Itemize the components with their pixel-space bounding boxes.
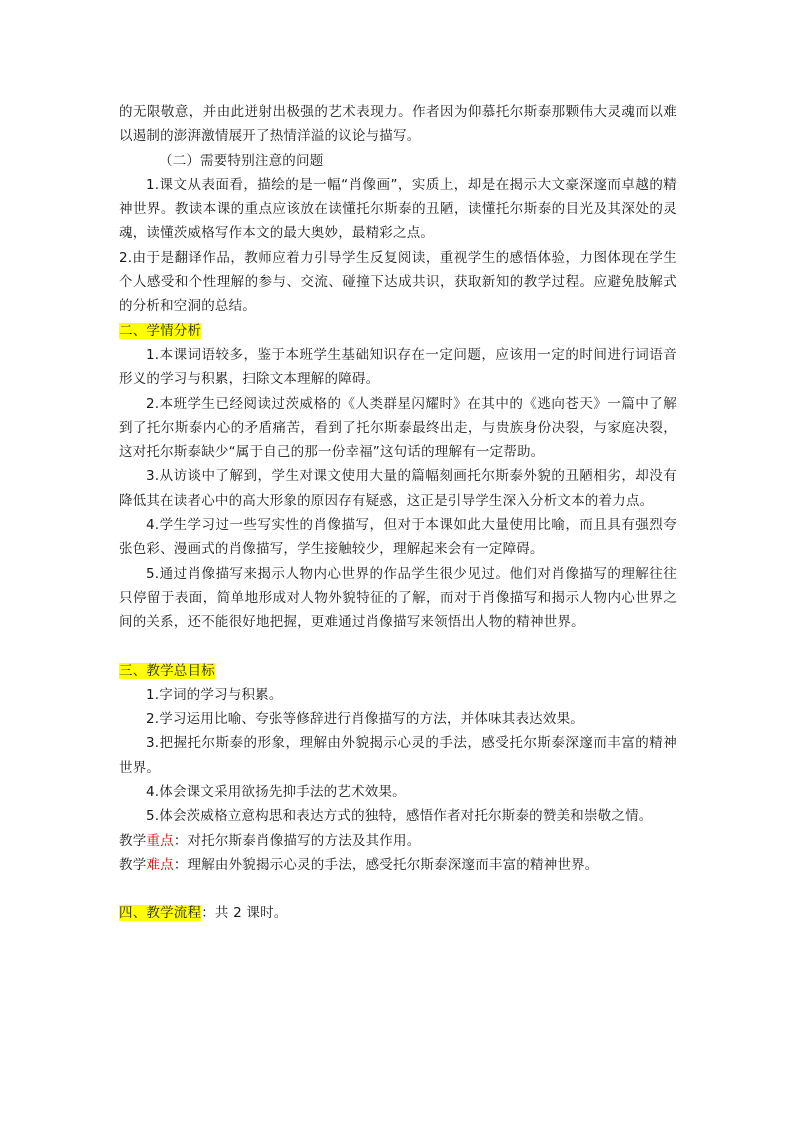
key-prefix: 教学 (119, 832, 147, 849)
key-label: 重点 (146, 832, 174, 849)
section-heading-process (119, 901, 677, 925)
analysis-item-2: 2.本班学生已经阅读过茨威格的《人类群星闪耀时》在其中的《逃向苍天》一篇中了解到了托尔斯泰内心的矛盾痛苦，看到了托尔斯泰最终出走，与贵族身份决裂，与家庭决裂，这对托尔斯泰缺少“属于自己的那一份幸福”这句话的理解有一定帮助。 (119, 395, 677, 461)
section-heading-goals (119, 659, 677, 683)
highlighted-heading: 二、学情分析 (119, 322, 202, 339)
goal-item-3: 3.把握托尔斯泰的形象，理解由外貌揭示心灵的手法，感受托尔斯泰深邃而丰富的精神世界。 (119, 735, 677, 776)
highlighted-heading: 四、教学流程 (119, 905, 202, 922)
blank-line (119, 877, 677, 901)
section-heading-learning-analysis (119, 319, 677, 343)
difficult-prefix: 教学 (119, 856, 147, 873)
process-text: ：共 2 课时。 (201, 905, 288, 922)
goal-item-5: 5.体会茨威格立意构思和表达方式的独特，感悟作者对托尔斯泰的赞美和崇敬之情。 (146, 808, 653, 825)
analysis-item-1: 1.本课词语较多，鉴于本班学生基础知识存在一定问题，应该用一定的时间进行词语音形义的学习与积累，扫除文本理解的障碍。 (119, 346, 677, 388)
goal-item-2: 2.学习运用比喻、夸张等修辞进行肖像描写的方法，并体味其表达效果。 (146, 711, 584, 728)
analysis-item-3: 3.从访谈中了解到，学生对课文使用大量的篇幅刻画托尔斯泰外貌的丑陋相劣，却没有降低其在读者心中的高大形象的原因存有疑惑，这正是引导学生深入分析文本的着力点。 (119, 468, 677, 509)
goal-item-4: 4.体会课文采用欲扬先抑手法的艺术效果。 (146, 784, 406, 801)
difficult-text: ：理解由外貌揭示心灵的手法，感受托尔斯泰深邃而丰富的精神世界。 (173, 856, 599, 873)
difficult-label: 难点 (146, 856, 174, 873)
attention-subheading: （二）需要特别注意的问题 (159, 152, 324, 169)
intro-paragraph: 的无限敬意，并由此迸射出极强的艺术表现力。作者因为仰慕托尔斯泰那颗伟大灵魂而以难以遏制的澎湃激情展开了热情洋溢的议论与描写。 (119, 104, 677, 145)
teaching-key-point (119, 829, 677, 853)
highlighted-heading: 三、教学总目标 (119, 662, 215, 679)
blank-line (119, 635, 677, 659)
document-page (119, 100, 677, 926)
analysis-item-5: 5.通过肖像描写来揭示人物内心世界的作品学生很少见过。他们对肖像描写的理解往往只停留于表面，简单地形成对人物外貌特征的了解，而对于肖像描写和揭示人物内心世界之间的关系，还不能很好地把握，更难通过肖像描写来领悟出人物的精神世界。 (119, 565, 677, 631)
key-text: ：对托尔斯泰肖像描写的方法及其作用。 (173, 832, 421, 849)
analysis-item-4: 4.学生学习过一些写实性的肖像描写，但对于本课如此大量使用比喻，而且具有强烈夸张色彩、漫画式的肖像描写，学生接触较少，理解起来会有一定障碍。 (119, 517, 677, 558)
teaching-difficult-point (119, 853, 677, 877)
goal-item-1: 1.字词的学习与积累。 (146, 686, 283, 703)
attention-item-2: 2.由于是翻译作品，教师应着力引导学生反复阅读，重视学生的感悟体验，力图体现在学生个人感受和个性理解的参与、交流、碰撞下达成共识，获取新知的教学过程。应避免肢解式的分析和空洞的总结。 (119, 249, 677, 315)
attention-item-1: 1.课文从表面看，描绘的是一幅“肖像画”，实质上，却是在揭示大文豪深邃而卓越的精神世界。教读本课的重点应该放在读懂托尔斯泰的丑陋，读懂托尔斯泰的目光及其深处的灵魂，读懂茨威格写作本文的最大奥妙，最精彩之点。 (119, 176, 677, 242)
